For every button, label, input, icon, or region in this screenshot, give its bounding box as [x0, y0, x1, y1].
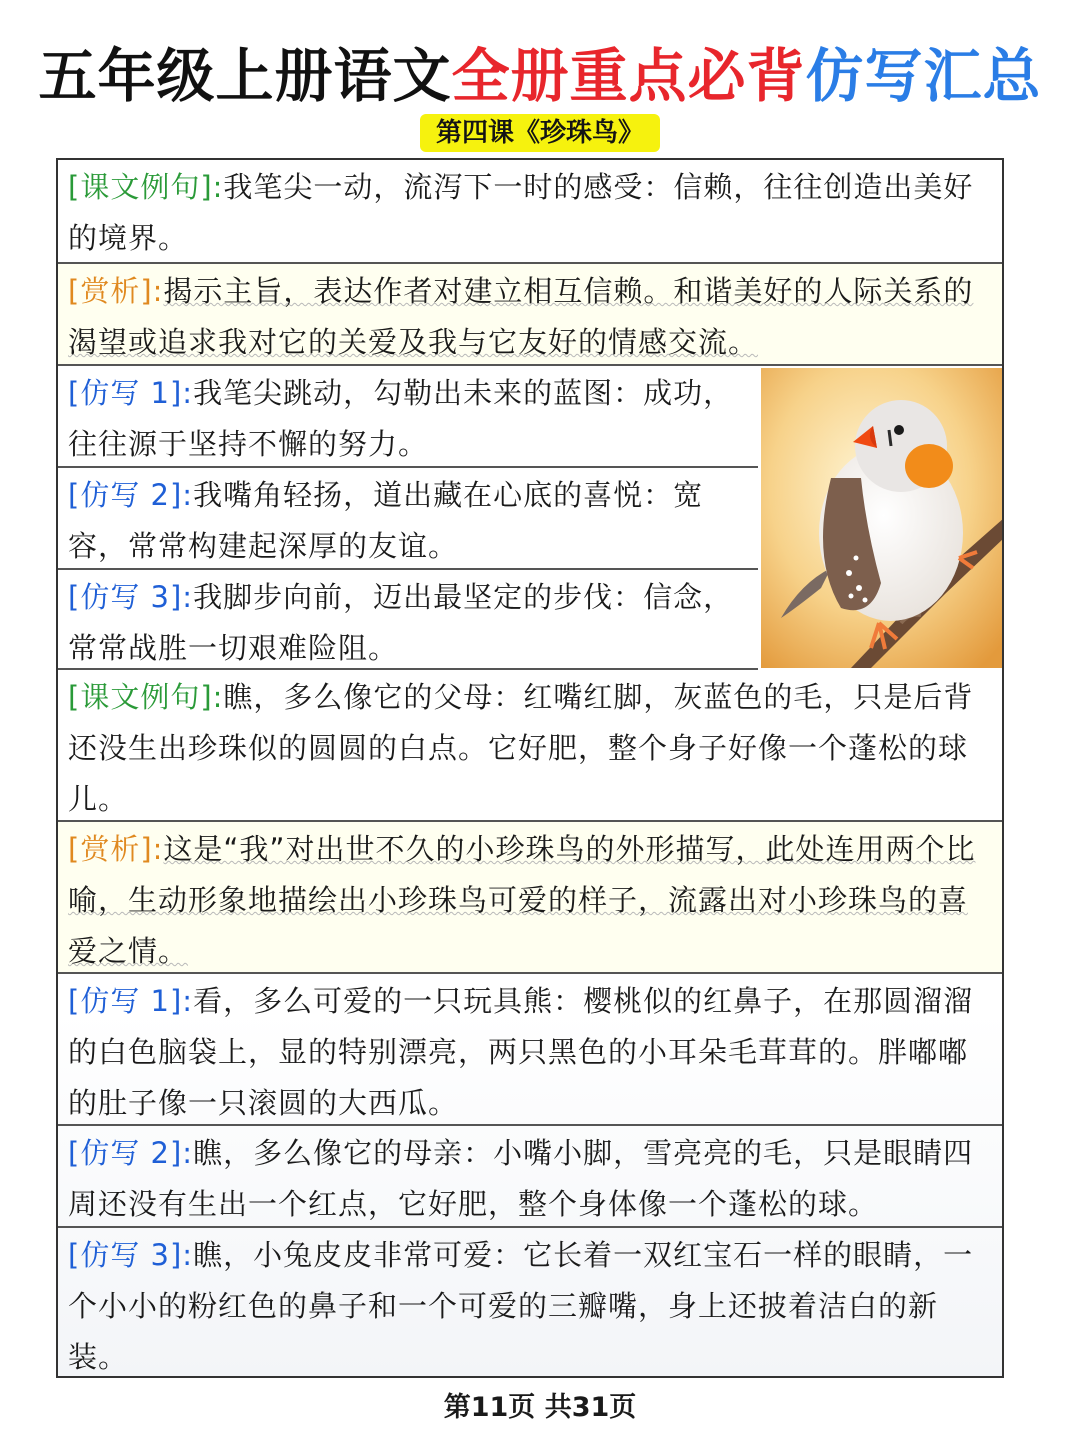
row-text: 我笔尖跳动，勾勒出未来的蓝图：成功，往往源于坚持不懈的努力。: [68, 376, 734, 461]
row-imitation-1a: [58, 366, 758, 468]
tag-imitation: [仿写 3]:: [68, 1238, 194, 1272]
title-part-red: 全册重点必背: [451, 42, 806, 110]
tag-imitation: [仿写 1]:: [68, 984, 194, 1018]
tag-imitation: [仿写 2]:: [68, 478, 194, 512]
row-imitation-3a: [58, 570, 758, 670]
tag-example: [课文例句]:: [68, 170, 224, 204]
row-analysis-2: [58, 822, 1002, 974]
row-text: 我脚步向前，迈出最坚定的步伐：信念，常常战胜一切艰难险阻。: [68, 580, 734, 665]
title-part-blue: 仿写汇总: [805, 42, 1042, 110]
row-text: 我笔尖一动，流泻下一时的感受：信赖，往往创造出美好的境界。: [68, 170, 974, 255]
row-example-sentence-1: [58, 160, 1002, 264]
row-analysis-1: [58, 264, 1002, 366]
content-table: [56, 158, 1004, 1378]
tag-analysis: [赏析]:: [68, 832, 164, 866]
row-example-sentence-2: [58, 670, 1002, 822]
row-text: 这是“我”对出世不久的小珍珠鸟的外形描写，此处连用两个比喻，生动形象地描绘出小珍珠鸟可爱的样子，流露出对小珍珠鸟的喜爱之情。: [68, 832, 976, 968]
tag-imitation: [仿写 3]:: [68, 580, 194, 614]
row-text: 瞧，小兔皮皮非常可爱：它长着一双红宝石一样的眼睛，一个小小的粉红色的鼻子和一个可爱的三瓣嘴，身上还披着洁白的新装。: [68, 1238, 974, 1374]
row-text: 揭示主旨，表达作者对建立相互信赖。和谐美好的人际关系的渴望或追求我对它的关爱及我与它友好的情感交流。: [68, 274, 974, 359]
page-title: [0, 38, 1080, 114]
zebra-finch-image: [761, 368, 1004, 668]
tag-analysis: [赏析]:: [68, 274, 164, 308]
row-imitation-2b: [58, 1126, 1002, 1228]
page-number: 第11页 共31页: [443, 1392, 637, 1423]
row-text: 瞧，多么像它的母亲：小嘴小脚，雪亮亮的毛，只是眼睛四周还没有生出一个红点，它好肥，整个身体像一个蓬松的球。: [68, 1136, 974, 1221]
title-part-black: 五年级上册语文: [38, 42, 452, 110]
row-imitation-3b: [58, 1228, 1002, 1378]
lesson-label: 第四课《珍珠鸟》: [420, 114, 660, 152]
row-text: 看，多么可爱的一只玩具熊：樱桃似的红鼻子，在那圆溜溜的白色脑袋上，显的特别漂亮，两只黑色的小耳朵毛茸茸的。胖嘟嘟的肚子像一只滚圆的大西瓜。: [68, 984, 974, 1120]
lesson-heading: [0, 114, 1080, 152]
tag-imitation: [仿写 1]:: [68, 376, 194, 410]
row-text: 我嘴角轻扬，道出藏在心底的喜悦：宽容，常常构建起深厚的友谊。: [68, 478, 704, 563]
row-imitation-1b: [58, 974, 1002, 1126]
row-text: 瞧，多么像它的父母：红嘴红脚，灰蓝色的毛，只是后背还没生出珍珠似的圆圆的白点。它好肥，整个身子好像一个蓬松的球儿。: [68, 680, 974, 816]
tag-example: [课文例句]:: [68, 680, 224, 714]
row-imitation-2a: [58, 468, 758, 570]
tag-imitation: [仿写 2]:: [68, 1136, 194, 1170]
